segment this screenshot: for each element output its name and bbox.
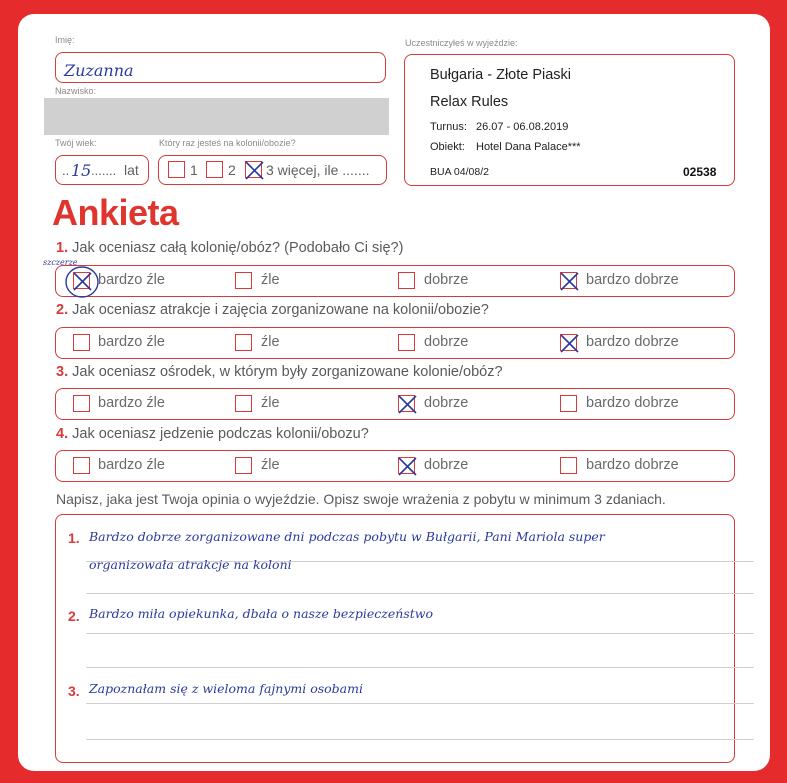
times-checkbox-3[interactable] — [245, 161, 262, 178]
q4-option-zle: źle — [261, 457, 280, 473]
question-2 — [56, 302, 489, 318]
q3-option-dobrze: dobrze — [424, 395, 469, 411]
cross-mark-icon — [244, 160, 265, 181]
name-label: Imię: — [55, 35, 75, 45]
q4-option-bardzo-dobrze: bardzo dobrze — [586, 457, 679, 473]
q2-option-zle: źle — [261, 334, 280, 350]
trip-object-label: Obiekt: — [430, 141, 465, 153]
name-value: Zuzanna — [64, 61, 134, 80]
question-1-number: 1. — [56, 240, 69, 256]
question-2-number: 2. — [56, 302, 69, 318]
age-label: Twój wiek: — [55, 138, 97, 148]
q1-checkbox-dobrze[interactable] — [398, 272, 415, 289]
writing-line — [86, 593, 754, 594]
q2-option-bardzo-zle: bardzo źle — [98, 334, 165, 350]
trip-label: Uczestniczyłeś w wyjeździe: — [405, 38, 518, 48]
question-3-text: Jak oceniasz ośrodek, w którym były zorganizowane kolonie/obóz? — [72, 364, 503, 380]
trip-destination: Bułgaria - Złote Piaski — [430, 67, 572, 83]
q2-checkbox-dobrze[interactable] — [398, 334, 415, 351]
q4-option-dobrze: dobrze — [424, 457, 469, 473]
survey-sheet — [18, 14, 770, 771]
question-2-options — [55, 327, 735, 359]
q2-option-dobrze: dobrze — [424, 334, 469, 350]
opinion-prompt: Napisz, jaka jest Twoja opinia o wyjeździe. Opisz swoje wrażenia z pobytu w minimum 3 zdaniach. — [56, 491, 666, 507]
question-4-options — [55, 450, 735, 482]
question-1-options — [43, 258, 735, 297]
q4-checkbox-bardzo-zle[interactable] — [73, 457, 90, 474]
trip-number: 02538 — [683, 165, 717, 179]
q1-crossed-note: szczerze — [43, 258, 78, 267]
trip-turnus-label: Turnus: — [430, 121, 467, 133]
times-option-1: 1 — [190, 162, 198, 178]
name-field[interactable] — [55, 52, 386, 83]
age-value: 15 — [71, 161, 92, 180]
opinion-box[interactable] — [55, 514, 735, 763]
times-option-2: 2 — [228, 162, 236, 178]
trip-object-value: Hotel Dana Palace*** — [476, 141, 581, 153]
q1-option-zle: źle — [261, 272, 280, 288]
age-dots-before: .. — [62, 163, 70, 178]
writing-line — [86, 667, 754, 668]
answer-2-line-1: Bardzo miła opiekunka, dbała o nasze bezpieczeństwo — [89, 606, 433, 621]
trip-turnus-value: 26.07 - 06.08.2019 — [476, 121, 569, 133]
surname-label: Nazwisko: — [55, 86, 97, 96]
times-checkbox-1[interactable] — [168, 161, 185, 178]
question-1-text: Jak oceniasz całą kolonię/obóz? (Podobało Ci się?) — [72, 240, 404, 256]
q1-checkbox-zle[interactable] — [235, 272, 252, 289]
question-4-number: 4. — [56, 426, 69, 442]
q3-checkbox-bardzo-zle[interactable] — [73, 395, 90, 412]
q3-option-zle: źle — [261, 395, 280, 411]
q4-checkbox-bardzo-dobrze[interactable] — [560, 457, 577, 474]
age-unit: lat — [124, 162, 139, 178]
times-field — [158, 155, 387, 185]
times-label: Który raz jesteś na kolonii/obozie? — [159, 138, 296, 148]
question-3 — [56, 364, 503, 380]
question-3-options — [55, 388, 735, 420]
cross-mark-icon — [397, 394, 418, 415]
question-3-number: 3. — [56, 364, 69, 380]
question-1 — [56, 240, 403, 256]
age-dots-after: ....... — [91, 163, 117, 178]
cross-mark-icon — [559, 271, 580, 292]
answer-2-number: 2. — [68, 608, 80, 624]
question-4 — [56, 426, 369, 442]
question-4-text: Jak oceniasz jedzenie podczas kolonii/obozu? — [72, 426, 369, 442]
q3-option-bardzo-zle: bardzo źle — [98, 395, 165, 411]
q3-checkbox-bardzo-dobrze[interactable] — [560, 395, 577, 412]
q3-option-bardzo-dobrze: bardzo dobrze — [586, 395, 679, 411]
writing-line — [86, 703, 754, 704]
answer-1-line-2: organizowała atrakcje na koloni — [89, 557, 292, 572]
q3-checkbox-zle[interactable] — [235, 395, 252, 412]
q3-checkbox-dobrze[interactable] — [398, 395, 415, 412]
q1-option-bardzo-zle: bardzo źle — [98, 272, 165, 288]
times-checkbox-2[interactable] — [206, 161, 223, 178]
circle-mark-icon — [62, 262, 102, 302]
trip-box — [404, 54, 735, 186]
answer-1-line-1: Bardzo dobrze zorganizowane dni podczas pobytu w Bułgarii, Pani Mariola super — [89, 529, 605, 544]
q1-option-bardzo-dobrze: bardzo dobrze — [586, 272, 679, 288]
question-2-text: Jak oceniasz atrakcje i zajęcia zorganizowane na kolonii/obozie? — [72, 302, 489, 318]
cross-mark-icon — [397, 456, 418, 477]
answer-1-number: 1. — [68, 530, 80, 546]
writing-line — [86, 739, 754, 740]
answer-3-number: 3. — [68, 683, 80, 699]
times-option-3: 3 więcej, ile ....... — [266, 162, 370, 178]
q4-checkbox-zle[interactable] — [235, 457, 252, 474]
cross-mark-icon — [559, 333, 580, 354]
q2-checkbox-bardzo-dobrze[interactable] — [560, 334, 577, 351]
answer-3-line-1: Zapoznałam się z wieloma fajnymi osobami — [89, 681, 363, 696]
q2-checkbox-zle[interactable] — [235, 334, 252, 351]
q2-option-bardzo-dobrze: bardzo dobrze — [586, 334, 679, 350]
q4-checkbox-dobrze[interactable] — [398, 457, 415, 474]
q1-option-dobrze: dobrze — [424, 272, 469, 288]
trip-program: Relax Rules — [430, 94, 509, 110]
surname-redaction — [44, 98, 389, 135]
writing-line — [86, 633, 754, 634]
q1-checkbox-bardzo-dobrze[interactable] — [560, 272, 577, 289]
page-title: Ankieta — [52, 192, 179, 233]
q2-checkbox-bardzo-zle[interactable] — [73, 334, 90, 351]
trip-code: BUA 04/08/2 — [430, 166, 489, 178]
age-field[interactable] — [55, 155, 149, 185]
q4-option-bardzo-zle: bardzo źle — [98, 457, 165, 473]
